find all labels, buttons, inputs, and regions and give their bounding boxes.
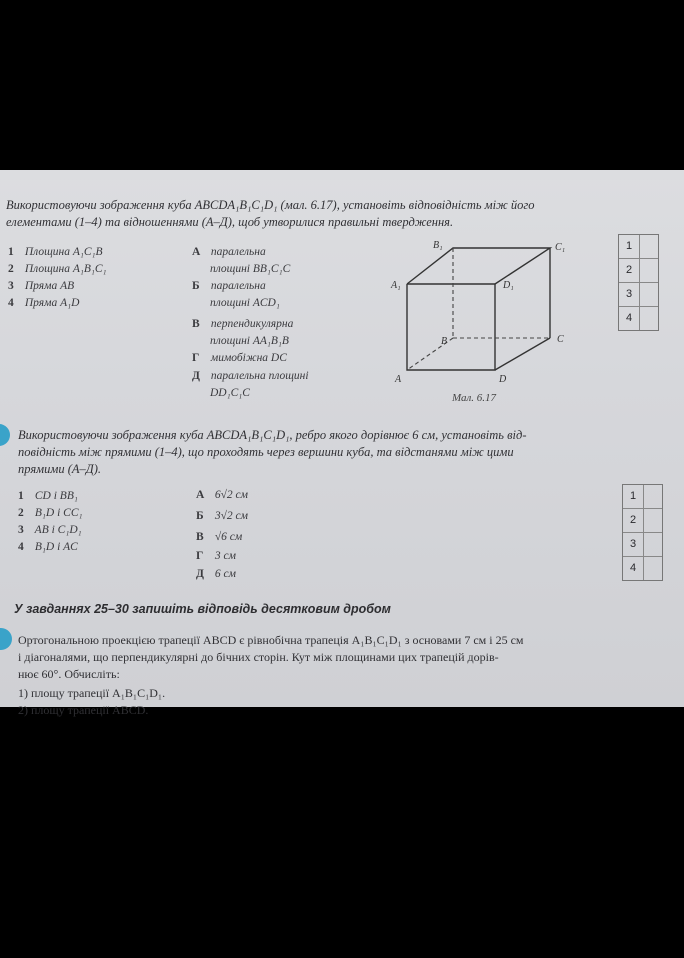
task25-item-3: 3 AB і C₁D₁ [18, 524, 82, 536]
task24-option-b: Б паралельна [192, 280, 266, 292]
vertex-c: C [557, 334, 564, 345]
task24-option-g: Г мимобіжна DC [192, 352, 287, 364]
task25-line1: Використовуючи зображення куба ABCDA₁B₁C₁D₁, ребро якого дорівнює 6 см, установіть від- [18, 428, 527, 442]
task24-item-3: 3 Пряма AB [8, 280, 75, 292]
vertex-a: A [395, 374, 402, 385]
answer-cell[interactable] [644, 485, 661, 505]
task24-option-d: Д паралельна площині [192, 370, 309, 382]
textbook-page [0, 170, 684, 717]
task24-item-4: 4 Пряма A₁D [8, 297, 80, 309]
answer-row[interactable]: 4 [619, 307, 658, 330]
answer-row[interactable]: 3 [623, 533, 662, 557]
section-heading: У завданнях 25–30 запишіть відповідь десятковим дробом [14, 602, 391, 616]
cube-figure [385, 238, 585, 398]
task24-answer-grid [618, 234, 659, 331]
task24-option-a: А паралельна [192, 246, 266, 258]
task25-item-2: 2 B₁D і CC₁ [18, 507, 83, 519]
cube-front-face [407, 284, 495, 370]
task25-option-a: А 6√2 см [196, 489, 249, 501]
cube-top-face [407, 248, 550, 284]
answer-cell[interactable] [640, 259, 657, 279]
figure-caption: Мал. 6.17 [452, 392, 497, 404]
task24-item-2: 2 Площина A₁B₁C₁ [8, 263, 107, 275]
task24-line1: Використовуючи зображення куба ABCDA₁B₁C₁D₁ (мал. 6.17), установіть відповідність між його [6, 198, 535, 212]
task25-answer-grid [622, 484, 663, 581]
vertex-c1: C₁ [555, 242, 566, 253]
answer-cell[interactable] [644, 509, 661, 529]
task-final-line3: нює 60°. Обчисліть: [18, 667, 120, 681]
answer-cell[interactable] [644, 533, 661, 553]
answer-cell[interactable] [640, 307, 657, 327]
task25-line3: прямими (А–Д). [18, 462, 102, 476]
task24-option-b-line2: площині ACD₁ [210, 297, 280, 309]
answer-row[interactable]: 2 [623, 509, 662, 533]
vertex-a1: A₁ [391, 280, 401, 291]
task24-option-v: В перпендикулярна [192, 318, 294, 330]
task24-option-a-line2: площині BB₁C₁C [210, 263, 291, 275]
answer-row[interactable]: 3 [619, 283, 658, 307]
vertex-d: D [499, 374, 507, 385]
task-final-line4: 1) площу трапеції A₁B₁C₁D₁. [18, 686, 166, 700]
task25-option-d: Д 6 см [196, 568, 236, 580]
task25-option-v: В √6 см [196, 531, 243, 543]
task-final-number-badge [0, 628, 12, 650]
answer-row[interactable]: 2 [619, 259, 658, 283]
vertex-b1: B₁ [433, 240, 443, 251]
task25-option-b: Б 3√2 см [196, 510, 249, 522]
task-final-line1: Ортогональною проекцією трапеції ABCD є рівнобічна трапеція A₁B₁C₁D₁ з основами 7 см і 25 см [18, 633, 524, 647]
answer-row[interactable]: 1 [623, 485, 662, 509]
task24-option-d-line2: DD₁C₁C [210, 387, 250, 399]
answer-row[interactable]: 4 [623, 557, 662, 580]
answer-row[interactable]: 1 [619, 235, 658, 259]
answer-cell[interactable] [644, 557, 661, 577]
task24-line2: елементами (1–4) та відношеннями (А–Д), щоб утворилися правильні твердження. [6, 215, 454, 229]
task25-item-4: 4 B₁D і AC [18, 541, 78, 553]
answer-cell[interactable] [640, 235, 657, 255]
task25-line2: повідність між прямими (1–4), що проходять через вершини куба, та відстанями між цими [18, 445, 514, 459]
vertex-b: B [441, 336, 448, 347]
task25-item-1: 1 CD і BB₁ [18, 490, 78, 502]
answer-cell[interactable] [640, 283, 657, 303]
vertex-d1: D₁ [503, 280, 514, 291]
task24-item-1: 1 Площина A₁C₁B [8, 246, 103, 258]
task25-option-g: Г 3 см [196, 550, 236, 562]
task-final-line2: і діагоналями, що перпендикулярні до бічних сторін. Кут між площинами цих трапецій дорів- [18, 650, 499, 664]
task24-option-v-line2: площині AA₁B₁B [210, 335, 289, 347]
cube-right-bottom-edge [495, 338, 550, 370]
task-final-line5: 2) площу трапеції ABCD. [18, 703, 149, 717]
task25-number-badge [0, 424, 10, 446]
